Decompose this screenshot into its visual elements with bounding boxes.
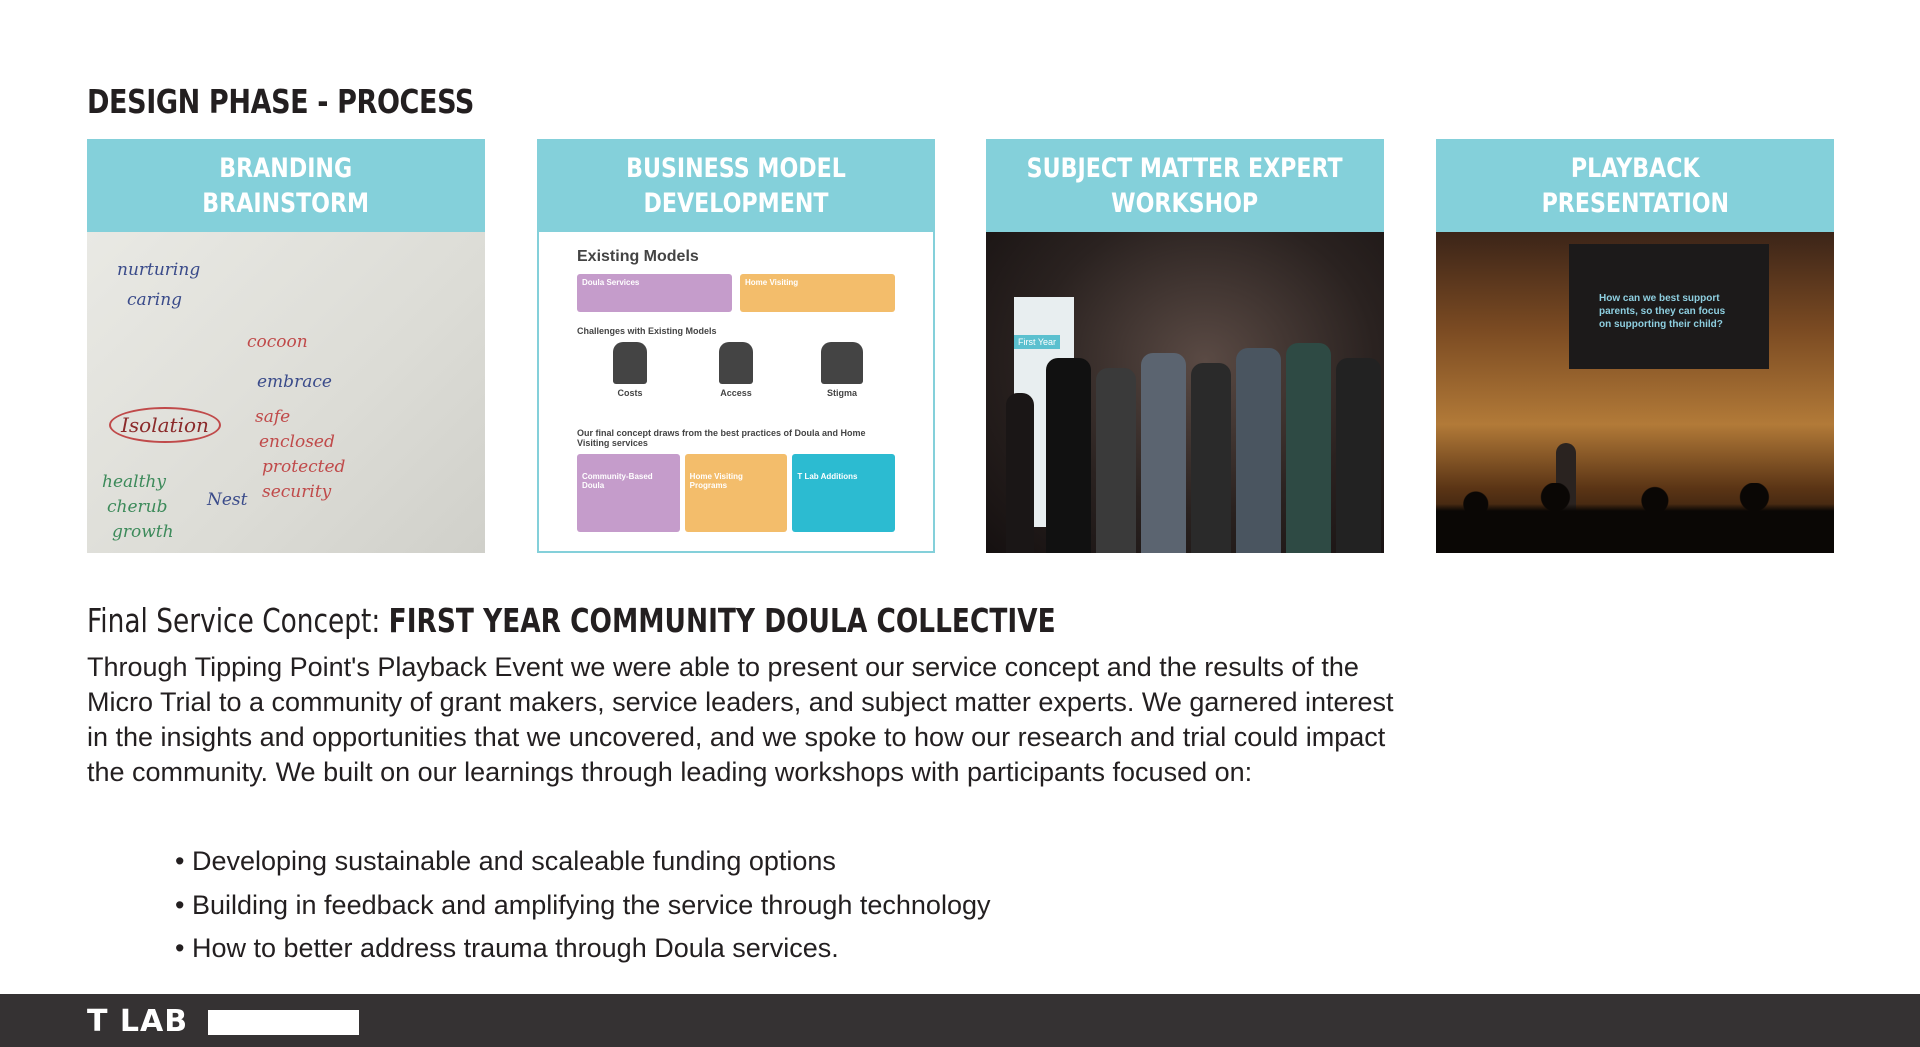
page-title: DESIGN PHASE - PROCESS bbox=[87, 82, 475, 121]
focus-list bbox=[175, 840, 990, 971]
body-paragraph: Through Tipping Point's Playback Event we were able to present our service concept and the results of the Micro Trial to a community of grant makers, service leaders, and subject matter experts. We garnered interest in the insights and opportunities that we uncovered, and we spoke to how our research and trial could impact the community. We built on our learnings through leading workshops with participants focused on: bbox=[87, 652, 1394, 787]
presentation-photo bbox=[1436, 232, 1834, 553]
list-item: • How to better address trauma through Doula services. bbox=[175, 927, 990, 971]
footer bbox=[0, 994, 1920, 1047]
card-expert-workshop bbox=[986, 139, 1384, 553]
card-header: BRANDING BRAINSTORM bbox=[87, 139, 485, 232]
card-business-model bbox=[537, 139, 935, 553]
stigma-icon: Stigma bbox=[790, 342, 895, 398]
list-item: • Developing sustainable and scaleable funding options bbox=[175, 840, 990, 884]
card-branding-brainstorm bbox=[87, 139, 485, 553]
card-playback-presentation bbox=[1436, 139, 1834, 553]
logo-bar bbox=[208, 1010, 359, 1035]
workshop-photo: First Year bbox=[986, 232, 1384, 553]
access-icon: Access bbox=[684, 342, 789, 398]
costs-icon: Costs bbox=[578, 342, 683, 398]
tlab-logo: T LAB bbox=[87, 1004, 189, 1039]
card-header: PLAYBACK PRESENTATION bbox=[1436, 139, 1834, 232]
card-header: SUBJECT MATTER EXPERT WORKSHOP bbox=[986, 139, 1384, 232]
whiteboard-photo: nurturing caring Isolation cocoon embrace safe enclosed protected security healthy cherub growth Nest bbox=[87, 232, 485, 553]
list-item: • Building in feedback and amplifying the service through technology bbox=[175, 884, 990, 928]
final-concept-heading: Final Service Concept: FIRST YEAR COMMUNITY DOULA COLLECTIVE bbox=[87, 601, 1056, 640]
card-header: BUSINESS MODEL DEVELOPMENT bbox=[537, 139, 935, 232]
business-model-slide: Existing Models Doula Services Home Visiting Challenges with Existing Models Costs Access Stigma Our final concept draws from the best practices of Doula and Home Visiting services Community-Based Doula Home Visiting Programs T Lab Additions bbox=[537, 232, 935, 553]
projector-screen: How can we best support parents, so they can focus on supporting their child? bbox=[1569, 244, 1769, 369]
